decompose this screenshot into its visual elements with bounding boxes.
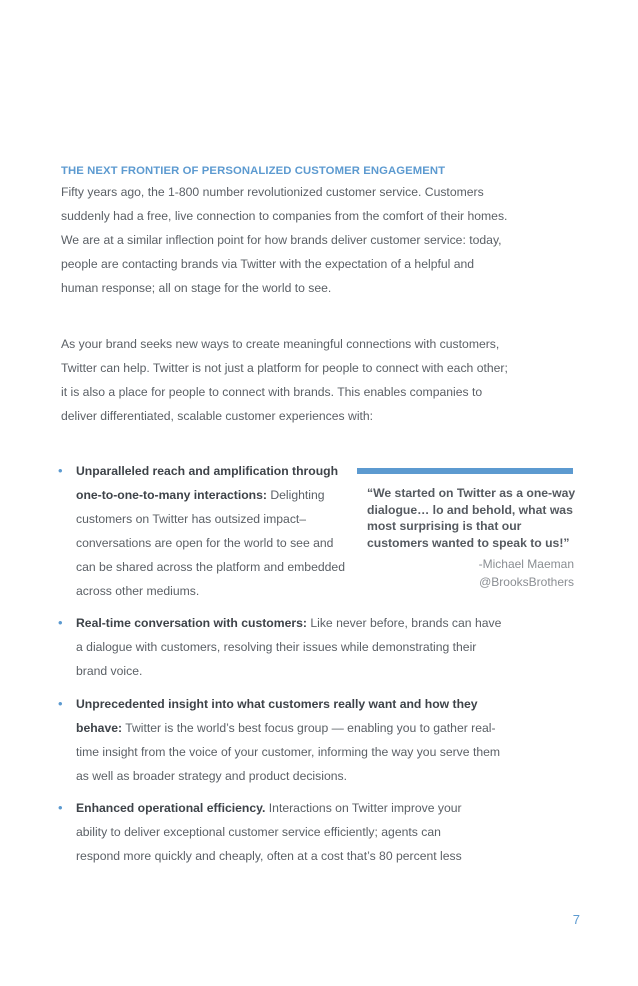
bullet-title: Unparalleled reach and amplification through one-to-one-to-many interactions: xyxy=(76,464,339,503)
bullet-real-time xyxy=(76,611,506,683)
bullet-marker: • xyxy=(58,696,63,711)
bullet-insight xyxy=(76,692,506,788)
bullet-reach xyxy=(76,459,356,604)
bullet-title: Unprecedented insight into what customers really want and how they behave: xyxy=(76,697,478,736)
second-paragraph: As your brand seeks new ways to create meaningful connections with customers, Twitter can help. Twitter is not just a platform for people to connect with each other; it is also a place for people to connect with brands. This enables companies to deliver differentiated, scalable customer experiences with: xyxy=(61,337,508,424)
quote-handle: @BrooksBrothers xyxy=(479,575,574,589)
quote-attribution xyxy=(367,555,574,591)
bullet-text: Interactions on Twitter improve your ability to deliver exceptional customer service efficiently; agents can respond more quickly and cheaply, often at a cost that’s 80 percent less xyxy=(76,801,462,864)
pull-quote: “We started on Twitter as a one-way dialogue… lo and behold, what was most surprising is that our customers wanted to speak to us!” xyxy=(367,486,576,550)
quote-accent-bar xyxy=(357,468,573,474)
section-heading: THE NEXT FRONTIER OF PERSONALIZED CUSTOMER ENGAGEMENT xyxy=(61,165,446,177)
bullet-text: Like never before, brands can have a dialogue with customers, resolving their issues while demonstrating their brand voice. xyxy=(76,616,502,679)
bullet-marker: • xyxy=(58,615,63,630)
intro-paragraph: Fifty years ago, the 1-800 number revolutionized customer service. Customers suddenly had a free, live connection to companies from the comfort of their homes. We are at a similar inflection point for how brands deliver customer service: today, people are contacting brands via Twitter with the expectation of a helpful and human response; all on stage for the world to see. xyxy=(61,185,508,296)
bullet-text: Twitter is the world’s best focus group — enabling you to gather real-time insight from the voice of your customer, informing the way you serve them as well as broader strategy and product decisions. xyxy=(76,721,501,784)
bullet-efficiency xyxy=(76,796,486,868)
bullet-marker: • xyxy=(58,463,63,478)
bullet-title: Enhanced operational efficiency. xyxy=(76,801,266,815)
page-number: 7 xyxy=(572,912,580,927)
quote-author: -Michael Maeman xyxy=(478,557,574,571)
bullet-text: Delighting customers on Twitter has outsized impact–conversations are open for the world to see and can be shared across the platform and embedded across other mediums. xyxy=(76,488,345,599)
bullet-marker: • xyxy=(58,800,63,815)
bullet-title: Real-time conversation with customers: xyxy=(76,616,307,630)
